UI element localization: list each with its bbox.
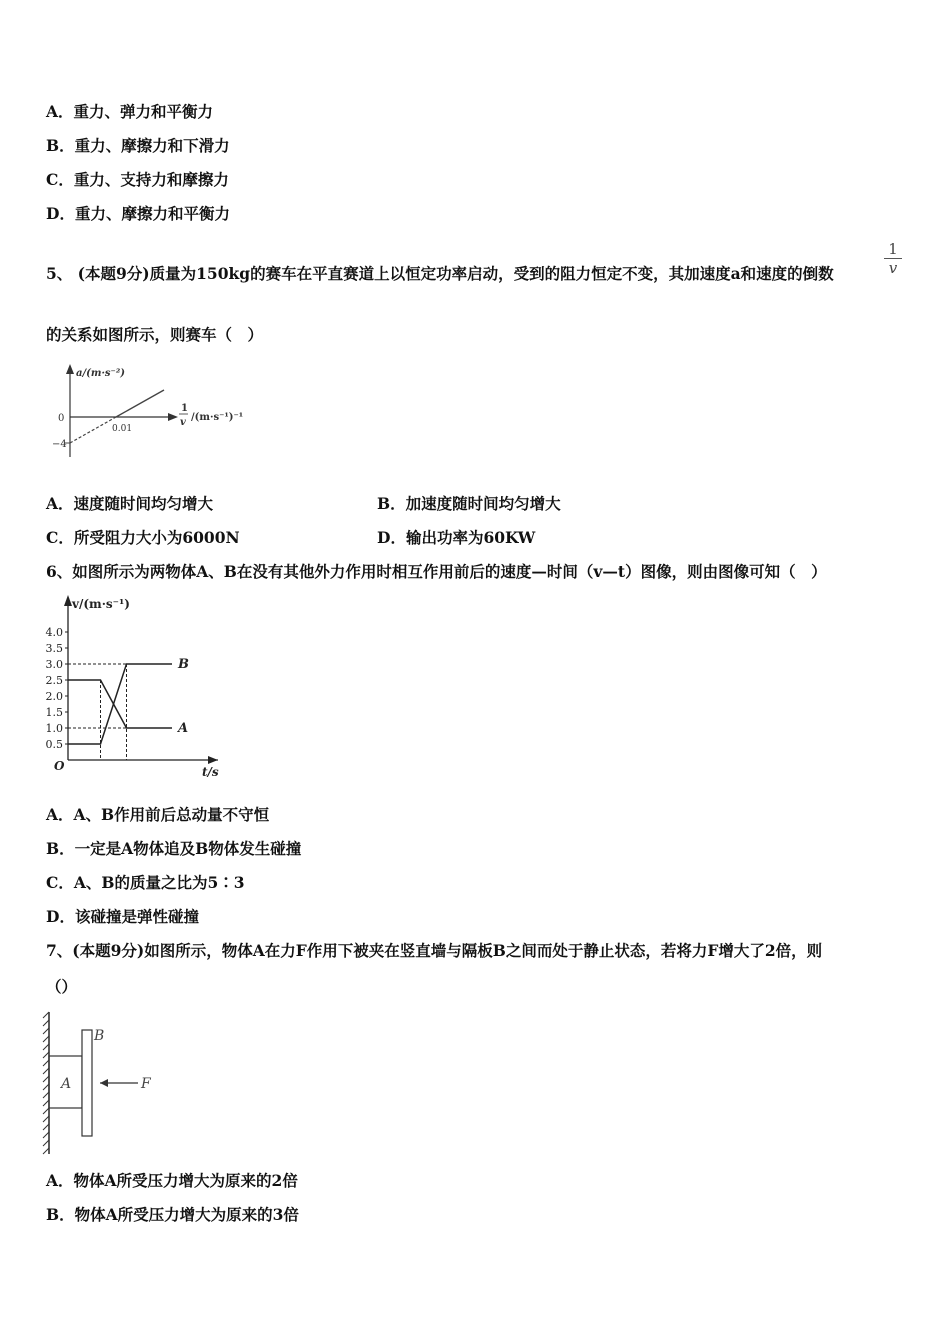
q7-stem-line1: 7、(本题9分)如图所示，物体A在力F作用下被夹在竖直墙与隔板B之间而处于静止状态，若将力F增大了2倍，则 <box>46 941 823 960</box>
q5-x-arrow <box>168 413 178 421</box>
q6-ytick-label: 1.5 <box>45 706 63 719</box>
q5-option-b: B．加速度随时间均匀增大 <box>377 494 561 513</box>
q6-series-a-line <box>68 680 172 728</box>
q4-option-a: A．重力、弹力和平衡力 <box>46 102 214 121</box>
q6-series-b-line <box>68 664 172 744</box>
q6-xlabel: t/s <box>202 765 219 779</box>
q7-stem-line2: （） <box>46 977 78 996</box>
q6-option-d: D．该碰撞是弹性碰撞 <box>46 907 199 926</box>
q4-option-b: B．重力、摩擦力和下滑力 <box>46 136 230 155</box>
q7-wall-figure <box>40 1008 180 1158</box>
q5-y-intercept-label: −4 <box>52 439 67 450</box>
q7-plate-b <box>82 1030 92 1136</box>
q5-xlabel-den: v <box>180 417 186 428</box>
q5-option-a: A．速度随时间均匀增大 <box>46 494 214 513</box>
q5-stem-line1: 5、 (本题9分)质量为150kg的赛车在平直赛道上以恒定功率启动，受到的阻力恒定不变，其加速度a和速度的倒数 <box>46 264 834 283</box>
q6-ytick-label: 4.0 <box>45 626 63 639</box>
q5-graph <box>50 362 270 462</box>
q6-series-b-label: B <box>178 657 189 672</box>
q4-option-d: D．重力、摩擦力和平衡力 <box>46 204 230 223</box>
q5-dashed-extension <box>70 417 116 443</box>
q5-reciprocal-fraction <box>884 240 902 277</box>
q6-origin-label: O <box>54 759 65 773</box>
q6-ytick-label: 2.5 <box>45 674 63 687</box>
q7-label-a: A <box>61 1076 72 1092</box>
q5-y-arrow <box>66 364 74 374</box>
q6-ytick-label: 3.5 <box>45 642 63 655</box>
q7-label-b: B <box>94 1028 105 1044</box>
frac-numerator: 1 <box>884 240 902 259</box>
q5-origin-label: 0 <box>58 413 65 424</box>
q7-option-a: A．物体A所受压力增大为原来的2倍 <box>46 1171 298 1190</box>
q6-y-arrow <box>64 595 72 606</box>
q6-option-a: A．A、B作用前后总动量不守恒 <box>46 805 270 824</box>
q5-option-c: C．所受阻力大小为6000N <box>46 528 240 547</box>
q4-option-c: C．重力、支持力和摩擦力 <box>46 170 229 189</box>
q6-vt-chart <box>40 592 240 782</box>
q6-x-arrow <box>208 756 218 764</box>
q6-option-b: B．一定是A物体追及B物体发生碰撞 <box>46 839 302 858</box>
q5-xlabel-unit: /(m·s⁻¹)⁻¹ <box>191 412 244 423</box>
q6-ytick-label: 2.0 <box>45 690 63 703</box>
q5-x-intercept-label: 0.01 <box>112 424 133 434</box>
q6-ylabel: v/(m·s⁻¹) <box>72 597 130 611</box>
q6-ytick-label: 3.0 <box>45 658 63 671</box>
q6-ytick-label: 1.0 <box>45 722 63 735</box>
q5-option-d: D．输出功率为60KW <box>377 528 536 547</box>
q6-ytick-label: 0.5 <box>45 738 63 751</box>
q5-xlabel-num: 1 <box>181 403 188 414</box>
q5-graph-line <box>116 390 164 417</box>
q6-series-a-label: A <box>178 721 189 736</box>
q5-stem-line2: 的关系如图所示，则赛车（ ） <box>46 325 264 344</box>
q5-ylabel: a/(m·s⁻²) <box>76 368 125 379</box>
q7-force-arrowhead <box>100 1079 108 1087</box>
q7-label-f: F <box>141 1076 151 1092</box>
q6-option-c: C．A、B的质量之比为5∶3 <box>46 873 245 892</box>
q6-stem: 6、如图所示为两物体A、B在没有其他外力作用时相互作用前后的速度—时间（v—t）图像，则由图像可知（ ） <box>46 562 827 581</box>
q7-wall-hatching <box>43 1012 49 1154</box>
q7-option-b: B．物体A所受压力增大为原来的3倍 <box>46 1205 299 1224</box>
frac-denominator: v <box>888 259 898 277</box>
